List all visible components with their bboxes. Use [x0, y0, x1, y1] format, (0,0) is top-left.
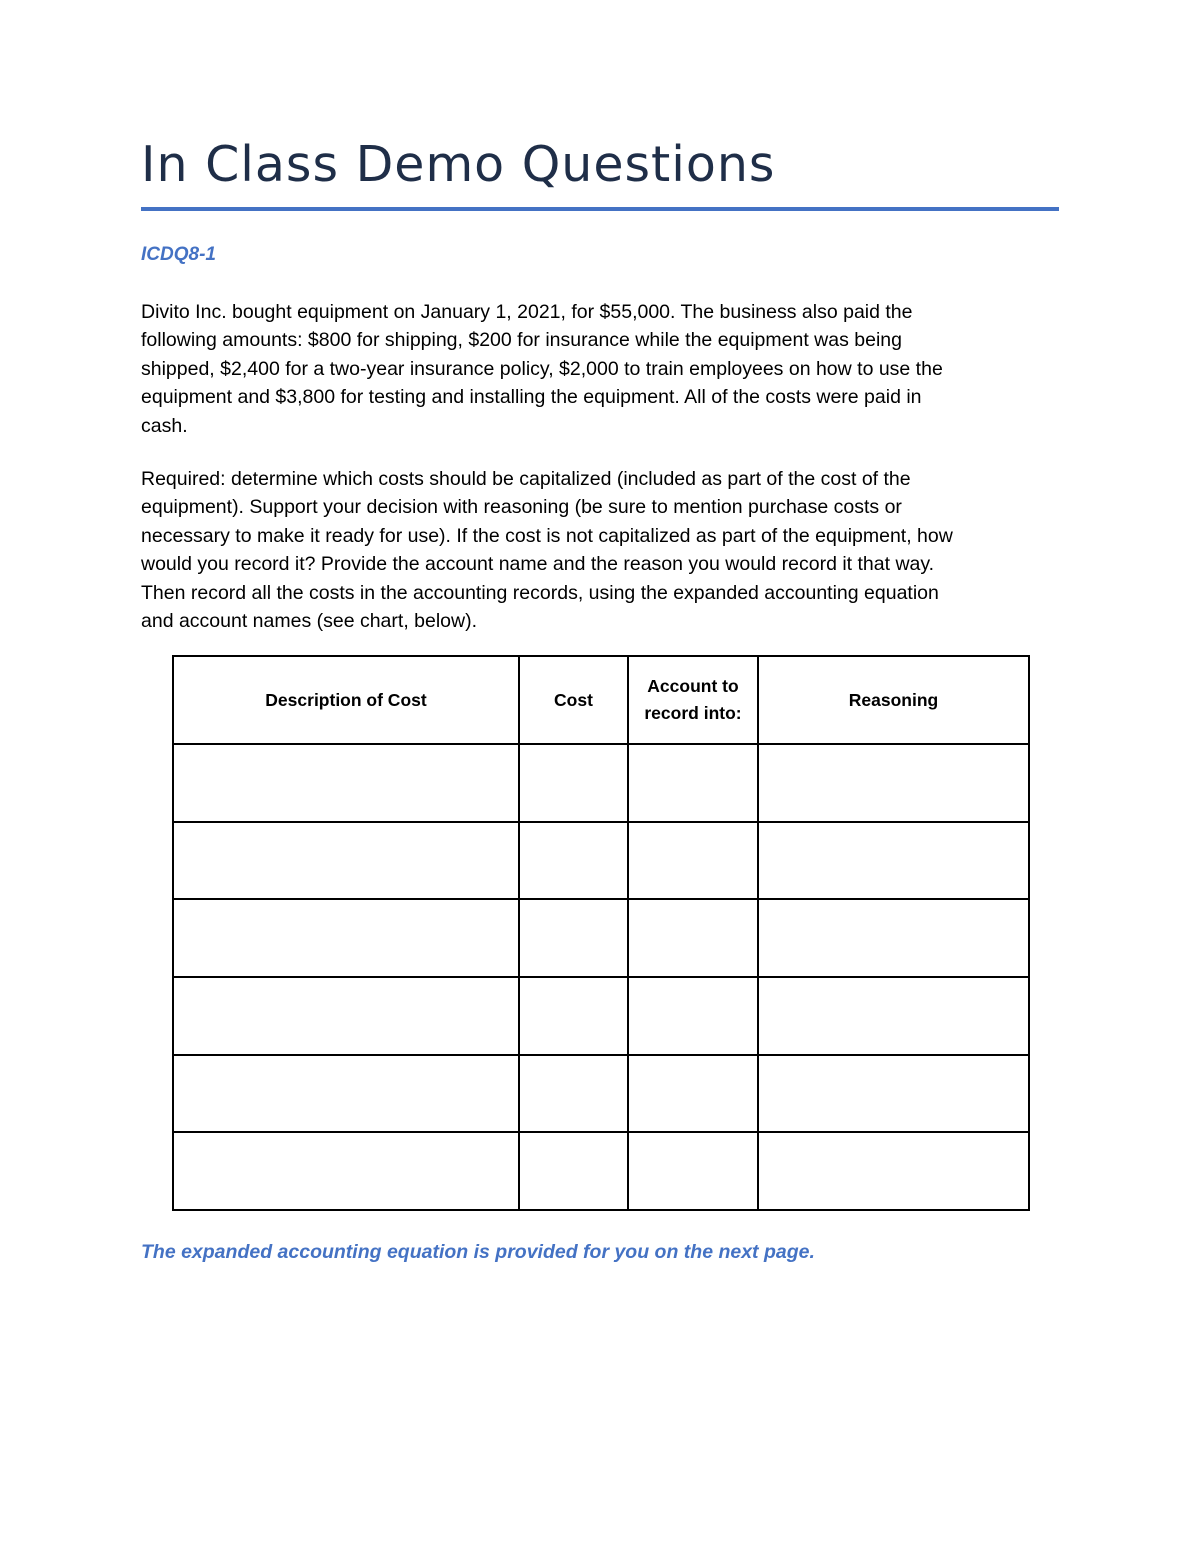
cell-cost[interactable]	[519, 822, 628, 900]
paragraph-line: shipped, $2,400 for a two-year insurance policy, $2,000 to train employees on how to use the	[141, 357, 943, 380]
cell-account[interactable]	[628, 1055, 758, 1133]
header-account	[628, 656, 758, 744]
paragraph-line: and account names (see chart, below).	[141, 610, 478, 633]
cell-reasoning[interactable]	[758, 1132, 1029, 1210]
paragraph-line: Divito Inc. bought equipment on January 1, 2021, for $55,000. The business also paid the	[141, 301, 913, 323]
header-account-line: record into:	[644, 703, 742, 723]
cell-cost[interactable]	[519, 899, 628, 977]
cell-reasoning[interactable]	[758, 1055, 1029, 1133]
cell-account[interactable]	[628, 899, 758, 977]
table-row	[173, 1055, 1029, 1133]
cell-description[interactable]	[173, 822, 519, 900]
cost-table	[172, 655, 1030, 1211]
cell-reasoning[interactable]	[758, 744, 1029, 822]
cell-reasoning[interactable]	[758, 822, 1029, 900]
cell-account[interactable]	[628, 744, 758, 822]
table-row	[173, 977, 1029, 1055]
table-header-row	[173, 656, 1029, 744]
header-reasoning: Reasoning	[758, 656, 1029, 744]
header-account-line: Account to	[647, 676, 739, 696]
cell-cost[interactable]	[519, 1132, 628, 1210]
question-id: ICDQ8-1	[141, 244, 216, 265]
paragraph-line: would you record it? Provide the account name and the reason you would record it that way.	[141, 553, 935, 576]
paragraph-line: following amounts: $800 for shipping, $200 for insurance while the equipment was being	[141, 329, 902, 352]
problem-paragraph	[141, 298, 1041, 440]
paragraph-line: necessary to make it ready for use). If the cost is not capitalized as part of the equipment, how	[141, 524, 953, 547]
table-row	[173, 822, 1029, 900]
header-description: Description of Cost	[173, 656, 519, 744]
cell-cost[interactable]	[519, 977, 628, 1055]
cell-reasoning[interactable]	[758, 899, 1029, 977]
page-title: In Class Demo Questions	[141, 136, 776, 193]
table-row	[173, 899, 1029, 977]
footer-note: The expanded accounting equation is provided for you on the next page.	[141, 1241, 815, 1263]
paragraph-line: cash.	[141, 414, 188, 437]
cell-description[interactable]	[173, 899, 519, 977]
cell-account[interactable]	[628, 977, 758, 1055]
required-paragraph	[141, 465, 1041, 635]
cell-reasoning[interactable]	[758, 977, 1029, 1055]
paragraph-line: equipment). Support your decision with reasoning (be sure to mention purchase costs or	[141, 496, 902, 519]
table-row	[173, 1132, 1029, 1210]
header-cost: Cost	[519, 656, 628, 744]
cell-cost[interactable]	[519, 1055, 628, 1133]
cell-description[interactable]	[173, 1055, 519, 1133]
paragraph-line: equipment and $3,800 for testing and installing the equipment. All of the costs were paid in	[141, 386, 922, 409]
paragraph-line: Then record all the costs in the accounting records, using the expanded accounting equation	[141, 581, 939, 604]
cell-account[interactable]	[628, 822, 758, 900]
cell-account[interactable]	[628, 1132, 758, 1210]
cell-description[interactable]	[173, 977, 519, 1055]
table-row	[173, 744, 1029, 822]
cell-description[interactable]	[173, 744, 519, 822]
cell-cost[interactable]	[519, 744, 628, 822]
cell-description[interactable]	[173, 1132, 519, 1210]
title-divider	[141, 207, 1059, 211]
paragraph-line: Required: determine which costs should be capitalized (included as part of the cost of the	[141, 468, 911, 490]
